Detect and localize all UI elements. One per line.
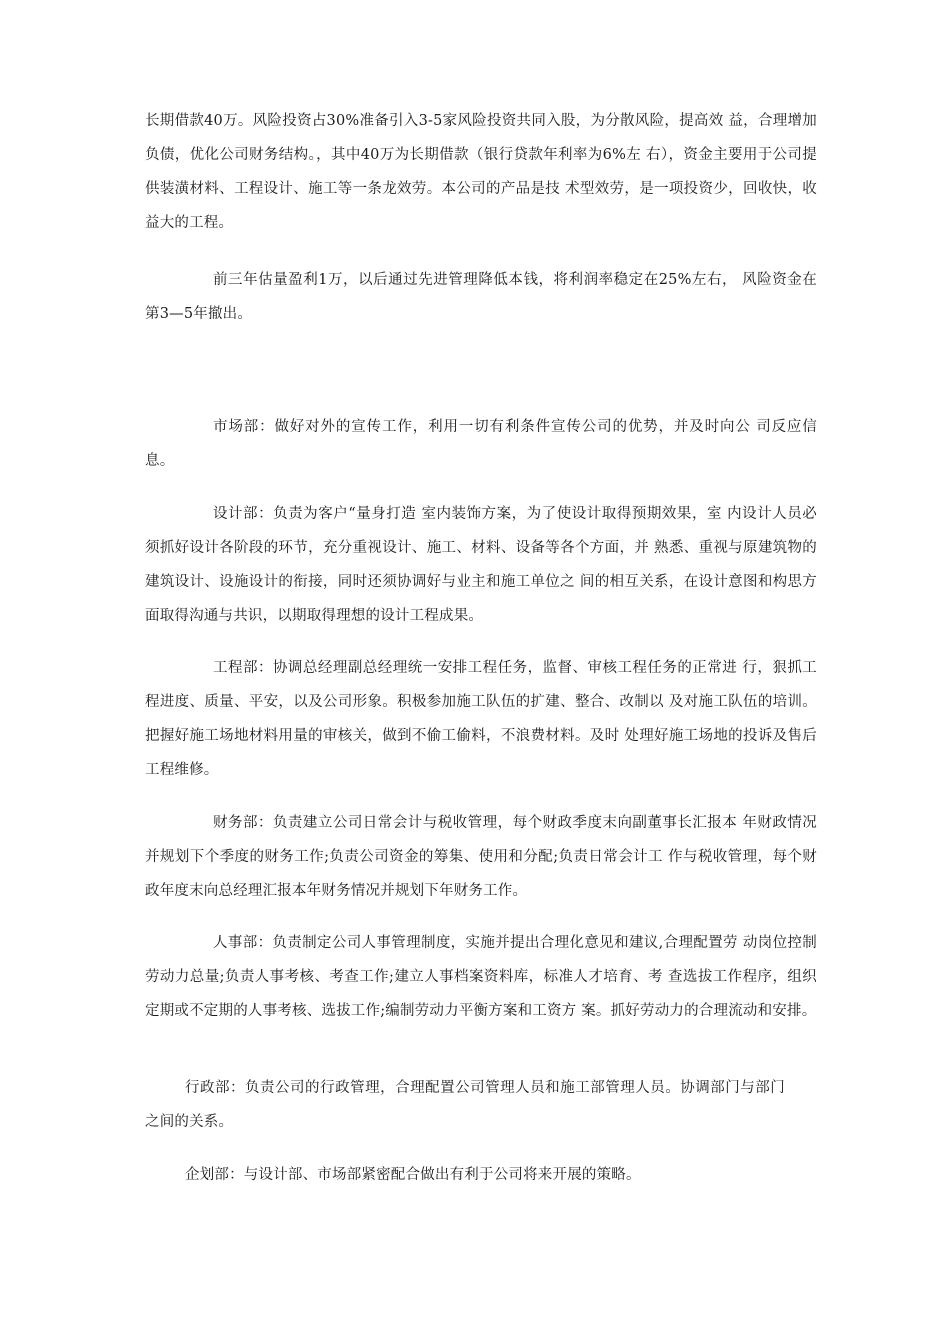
- paragraph-finance-dept: 财务部：负责建立公司日常会计与税收管理，每个财政季度末向副董事长汇报本 年财政情况并规划下个季度的财务工作;负责公司资金的筹集、使用和分配;负责日常会计工 作与税收管理，每个财政年度末向总经理汇报本年财务情况并规划下年财务工作。: [145, 815, 817, 899]
- paragraph-funding: 长期借款40万。风险投资占30%准备引入3-5家风险投资共同入股，为分散风险，提高效 益，合理增加负债，优化公司财务结构。，其中40万为长期借款（银行贷款年利率为6%左 右），资金主要用于公司提供装潢材料、工程设计、施工等一条龙效劳。本公司的产品是技 术型效劳，是一项投资少，回收快，收益大的工程。: [145, 113, 817, 231]
- paragraph-planning-dept: 企划部：与设计部、市场部紧密配合做出有利于公司将来开展的策略。: [185, 1167, 641, 1183]
- paragraph-design-dept: 设计部：负责为客户“量身打造 室内装饰方案，为了使设计取得预期效果，室 内设计人员必须抓好设计各阶段的环节，充分重视设计、施工、材料、设备等各个方面，并 熟悉、重视与原建筑物的建筑设计、设施设计的衔接，同时还须协调好与业主和施工单位之 间的相互关系，在设计意图和构思方面取得沟通与共识，以期取得理想的设计工程成果。: [145, 506, 817, 624]
- paragraph-hr-dept: 人事部：负责制定公司人事管理制度，实施并提出合理化意见和建议,合理配置劳 动岗位控制劳动力总量;负责人事考核、考查工作;建立人事档案资料库，标准人才培育、考 查选拔工作程序，组织定期或不定期的人事考核、选拔工作;编制劳动力平衡方案和工资方 案。抓好劳动力的合理流动和安排。: [145, 935, 817, 1019]
- paragraph-marketing-dept: 市场部：做好对外的宣传工作，利用一切有利条件宣传公司的优势，并及时向公 司反应信息。: [145, 419, 817, 469]
- paragraph-admin-dept: 行政部：负责公司的行政管理，合理配置公司管理人员和施工部管理人员。协调部门与部门之间的关系。: [145, 1080, 785, 1130]
- paragraph-profit-forecast: 前三年估量盈利1万，以后通过先进管理降低本钱，将利润率稳定在25%左右， 风险资金在第3—5年撤出。: [145, 272, 817, 322]
- paragraph-engineering-dept: 工程部：协调总经理副总经理统一安排工程任务，监督、审核工程任务的正常进 行，狠抓工程进度、质量、平安，以及公司形象。积极参加施工队伍的扩建、整合、改制以 及对施工队伍的培训。把握好施工场地材料用量的审核关，做到不偷工偷料，不浪费材料。及时 处理好施工场地的投诉及售后工程维修。: [145, 660, 817, 778]
